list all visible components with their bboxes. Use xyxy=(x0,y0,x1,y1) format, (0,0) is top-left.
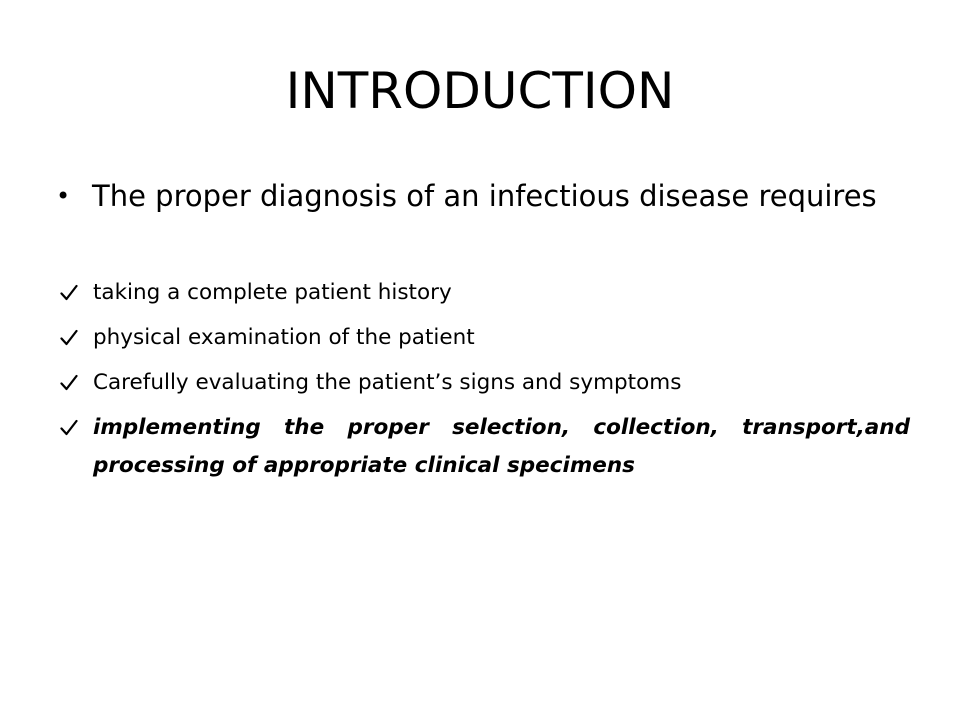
checkmark-icon xyxy=(60,329,78,347)
checklist-item xyxy=(60,364,910,402)
checklist xyxy=(60,274,910,492)
bullet-marker: • xyxy=(56,182,71,210)
checklist-item-text: taking a complete patient history xyxy=(93,280,452,305)
checkmark-icon xyxy=(60,419,78,437)
slide-title: INTRODUCTION xyxy=(285,62,675,120)
checklist-item-text: Carefully evaluating the patient’s signs and symptoms xyxy=(93,370,682,395)
checklist-item xyxy=(60,319,910,357)
checkmark-icon xyxy=(60,374,78,392)
checklist-item-text: implementing the proper selection, collection, transport,and processing of appropriate clinical specimens xyxy=(93,415,910,478)
checklist-item xyxy=(60,274,910,312)
main-bullet-text: The proper diagnosis of an infectious disease requires xyxy=(92,179,877,213)
checklist-item-emphasized xyxy=(60,409,910,485)
checklist-item-text: physical examination of the patient xyxy=(93,325,475,350)
main-bullet xyxy=(56,176,908,216)
checkmark-icon xyxy=(60,284,78,302)
